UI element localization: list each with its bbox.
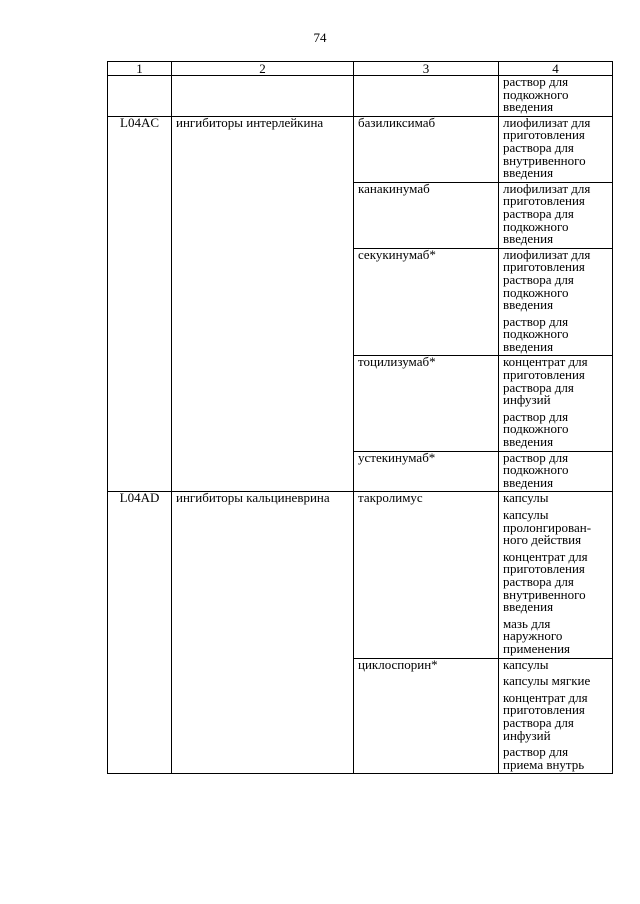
drug-name: такролимус [354,492,499,658]
drug-name: секукинумаб* [354,248,499,356]
dosage-form: раствор для подкожного введения [503,408,569,450]
dosage-form: капсулы пролонгирован- ного действия [503,507,592,548]
dosage-forms-cell [499,248,613,356]
dosage-forms-cell [499,116,613,182]
table-row [108,116,613,182]
dosage-form: раствор для подкожного введения [503,313,569,354]
page-number: 74 [313,30,327,45]
dosage-forms-cell [499,356,613,451]
dosage-form: лиофилизат для приготовления раствора для подкожного введения [503,246,591,313]
dosage-form: капсулы [503,490,549,506]
dosage-form: концентрат для приготовления раствора для внутривенного введения [503,548,588,615]
drug-name: тоцилизумаб* [354,356,499,451]
group-name: ингибиторы интерлейкина [172,116,354,492]
column-header: 1 [108,62,172,76]
dosage-forms-cell [499,451,613,492]
empty-cell [172,76,354,117]
column-header: 2 [172,62,354,76]
group-name: ингибиторы кальциневрина [172,492,354,774]
atc-code: L04AD [108,492,172,774]
drug-table [107,61,613,774]
column-header: 4 [499,62,613,76]
dosage-form: лиофилизат для приготовления раствора для подкожного введения [503,180,591,247]
dosage-form: капсулы мягкие [503,673,591,689]
drug-name: базиликсимаб [354,116,499,182]
empty-cell [108,76,172,117]
dosage-form: мазь для наружного применения [503,615,571,656]
drug-name: устекинумаб* [354,451,499,492]
dosage-form: капсулы [503,656,549,672]
dosage-forms-cell [499,658,613,774]
drug-name: канакинумаб [354,182,499,248]
empty-cell [354,76,499,117]
atc-code: L04AC [108,116,172,492]
column-header: 3 [354,62,499,76]
table-row [108,492,613,658]
dosage-forms-cell [499,76,613,117]
drug-name: циклоспорин* [354,658,499,774]
dosage-form: раствор для подкожного введения [503,74,569,115]
continuation-row [108,76,613,117]
dosage-form: лиофилизат для приготовления раствора для внутривенного введения [503,114,591,181]
dosage-form: раствор для подкожного введения [503,449,569,490]
dosage-forms-cell [499,492,613,658]
dosage-form: раствор для приема внутрь [503,744,585,772]
dosage-form: концентрат для приготовления раствора для инфузий [503,689,588,743]
dosage-form: концентрат для приготовления раствора для инфузий [503,354,588,408]
dosage-forms-cell [499,182,613,248]
